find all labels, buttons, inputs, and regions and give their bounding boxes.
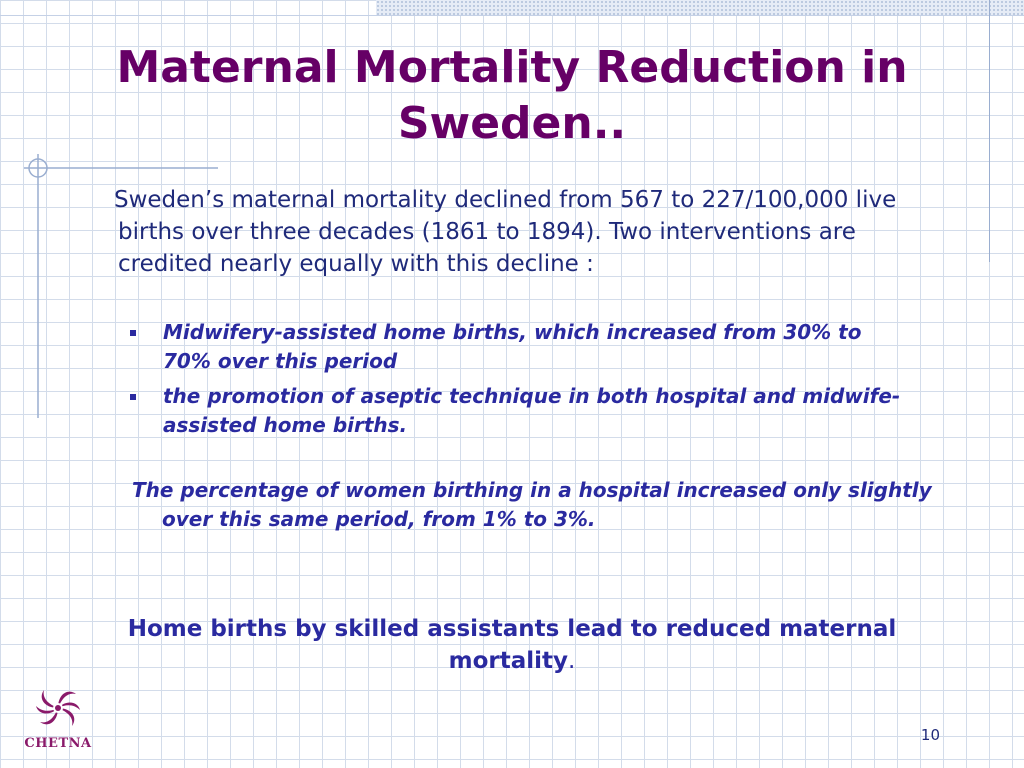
intervention-list (128, 318, 908, 446)
page-number: 10 (920, 726, 940, 744)
page-title: Maternal Mortality Reduction in Sweden.. (116, 42, 908, 149)
right-vertical-rule (989, 0, 990, 262)
square-bullet-icon (130, 394, 136, 400)
conclusion-text: Home births by skilled assistants lead to reduced maternal mortality (127, 616, 897, 674)
conclusion-statement (70, 613, 954, 677)
conclusion-period: . (568, 648, 576, 674)
list-item (128, 382, 908, 440)
list-item (128, 318, 908, 376)
header-pattern-band (376, 0, 1024, 15)
list-item-text: the promotion of aseptic technique in both hospital and midwife-assisted home births. (163, 384, 901, 437)
logo-text: CHETNA (24, 736, 92, 751)
chetna-logo (18, 684, 98, 756)
list-item-text: Midwifery-assisted home births, which increased from 30% to 70% over this period (163, 320, 862, 373)
hospital-note: The percentage of women birthing in a hospital increased only slightly over this same period, from 1% to 3%. (132, 478, 932, 531)
intro-paragraph: Sweden’s maternal mortality declined from 567 to 227/100,000 live births over three decades (1861 to 1894). Two interventions are credited nearly equally with this decline : (114, 187, 897, 277)
top-divider-line (0, 15, 1024, 16)
swirl-logo-icon (34, 684, 82, 732)
square-bullet-icon (130, 330, 136, 336)
